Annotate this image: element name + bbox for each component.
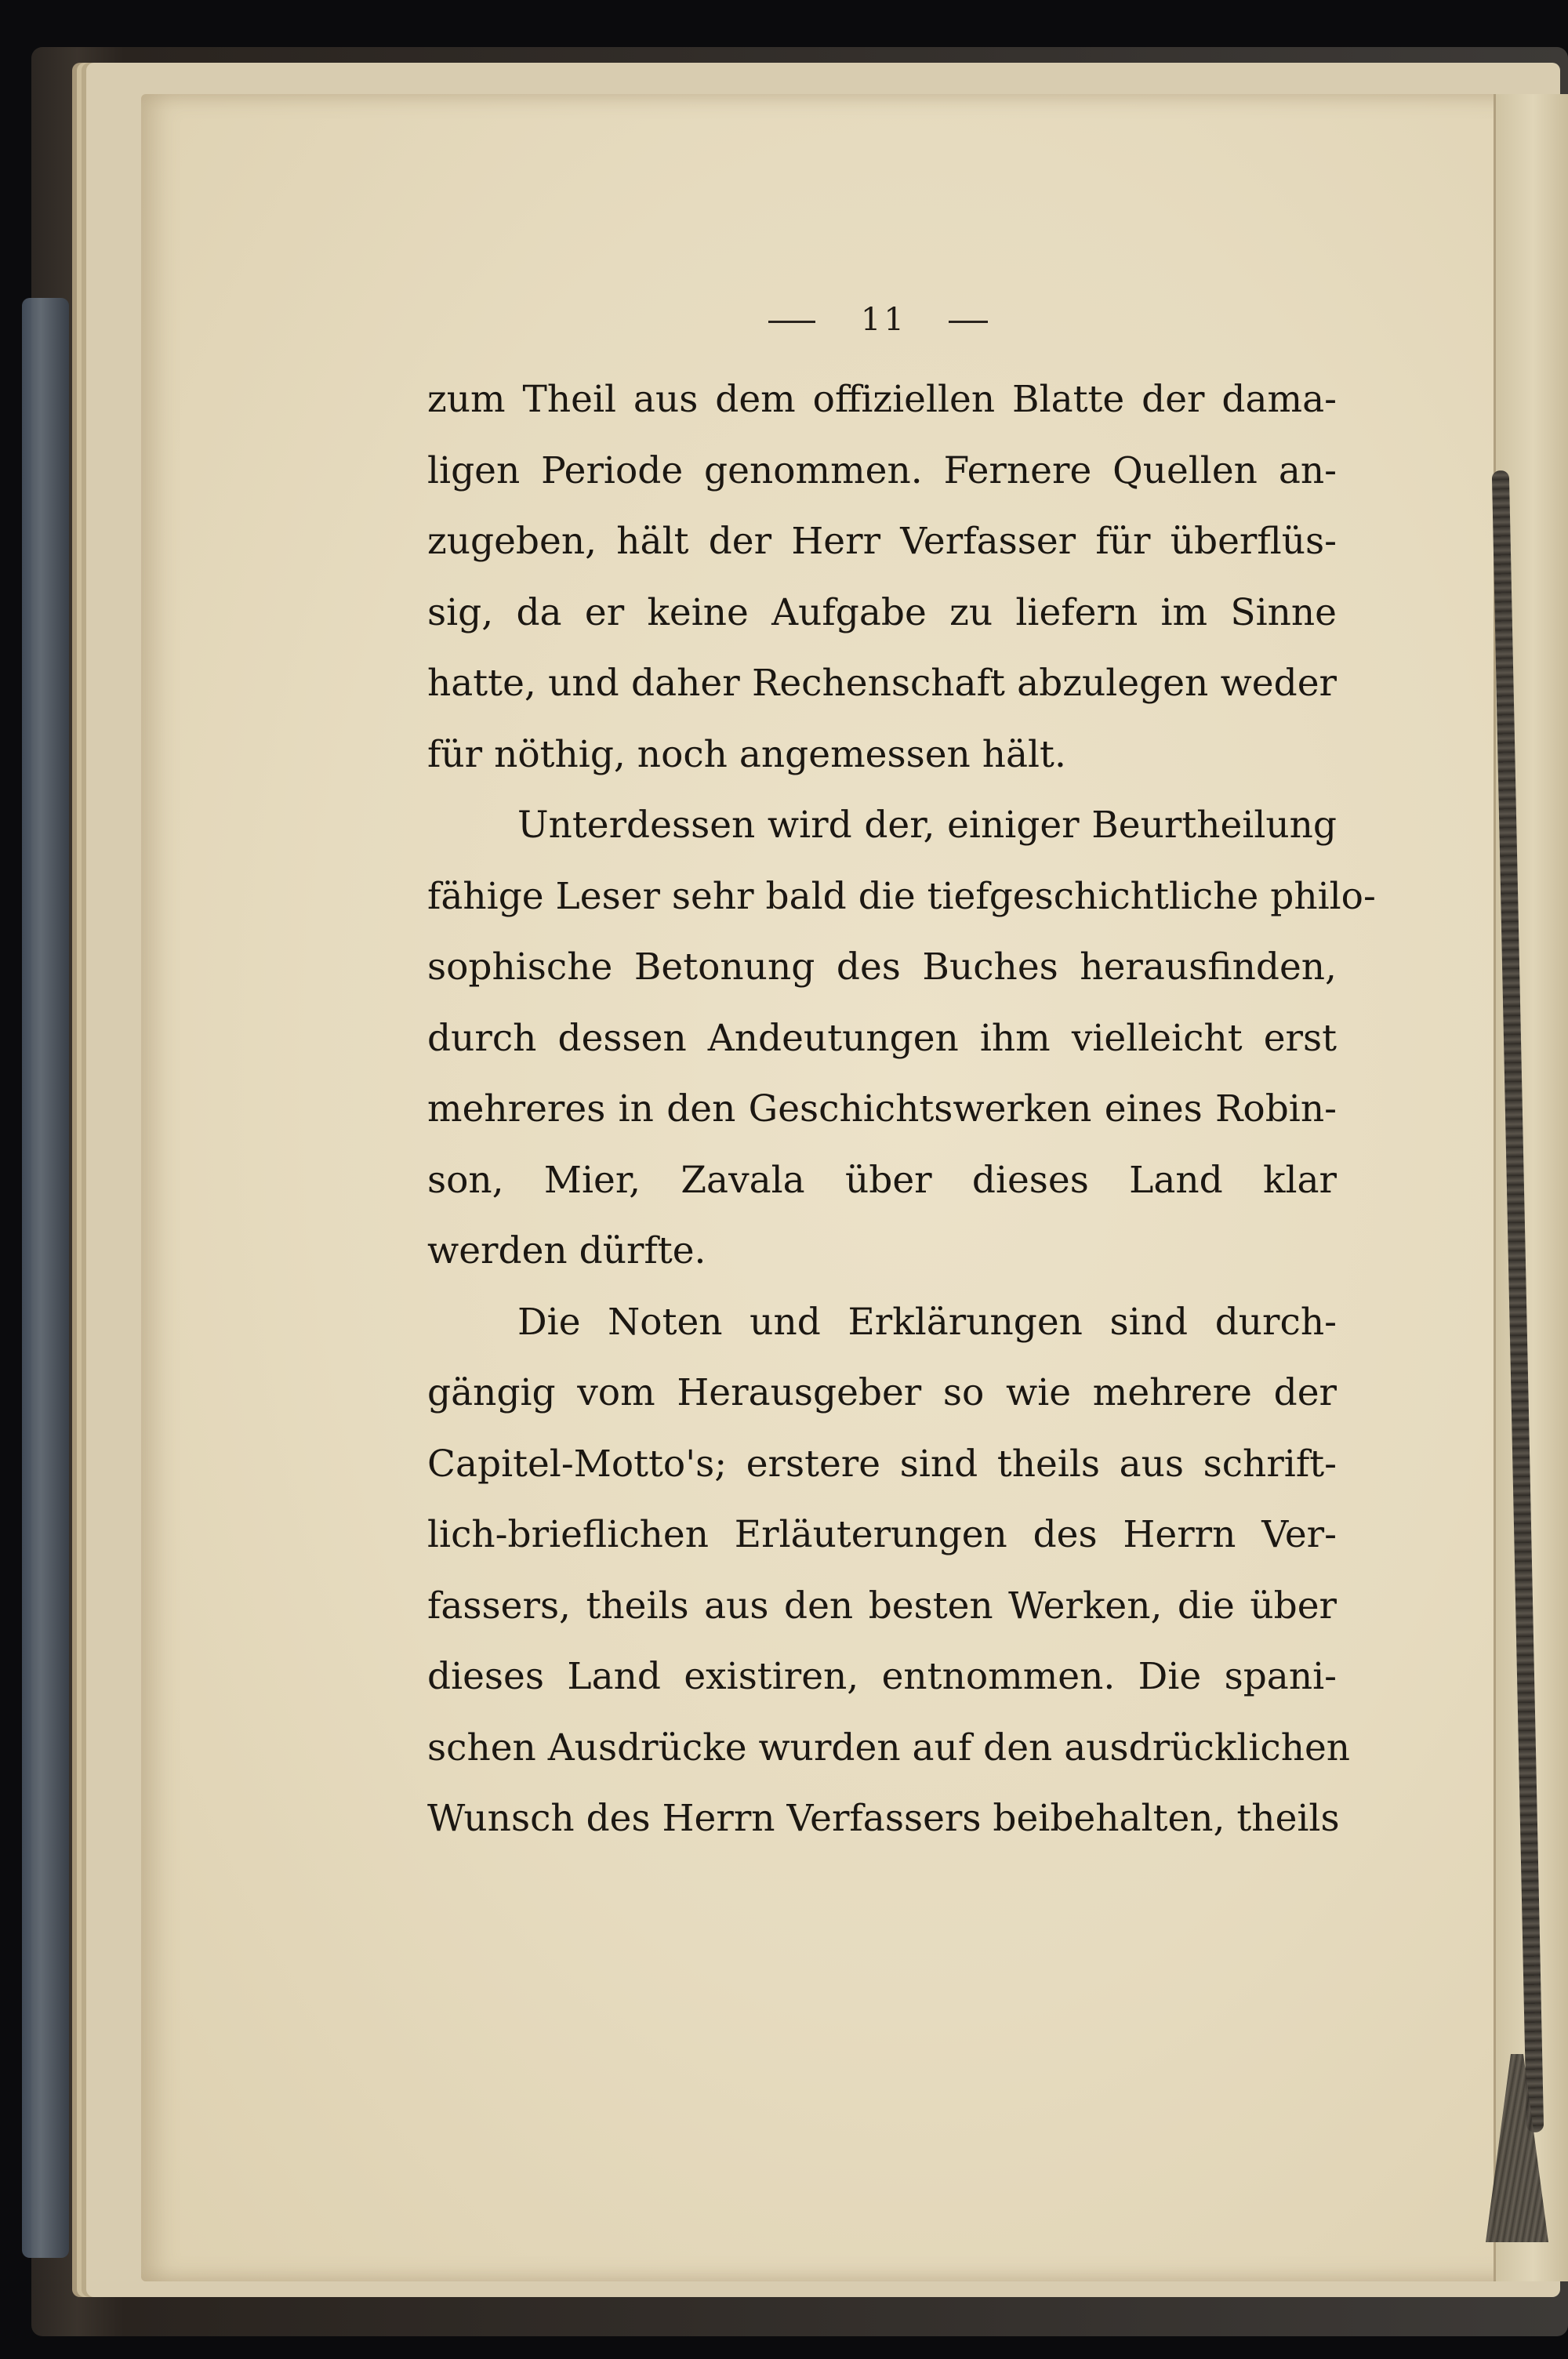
text-line: werden dürfte. bbox=[427, 1229, 706, 1272]
header-dash-left bbox=[768, 321, 815, 323]
text-line: fassers, theils aus den besten Werken, die über bbox=[427, 1584, 1337, 1628]
text-line: hatte, und daher Rechenschaft abzulegen weder bbox=[427, 662, 1337, 705]
text-line: für nöthig, noch angemessen hält. bbox=[427, 732, 1066, 776]
text-line: son, Mier, Zavala über dieses Land klar bbox=[427, 1158, 1337, 1202]
text-line: sophische Betonung des Buches herausfinden, bbox=[427, 945, 1337, 989]
text-line: schen Ausdrücke wurden auf den ausdrücklichen bbox=[427, 1726, 1351, 1769]
header-dash-right bbox=[949, 321, 988, 323]
page-header bbox=[768, 302, 1019, 341]
text-line: mehreres in den Geschichtswerken eines Robin- bbox=[427, 1087, 1337, 1131]
text-line: gängig vom Herausgeber so wie mehrere der bbox=[427, 1371, 1337, 1414]
text-line: fähige Leser sehr bald die tiefgeschichtliche philo- bbox=[427, 874, 1376, 918]
body-text bbox=[427, 365, 1376, 1855]
text-line: sig, da er keine Aufgabe zu liefern im Sinne bbox=[427, 590, 1337, 634]
text-line: zum Theil aus dem offiziellen Blatte der dama- bbox=[427, 378, 1337, 421]
text-line: Unterdessen wird der, einiger Beurtheilung bbox=[517, 804, 1337, 847]
text-line: durch dessen Andeutungen ihm vielleicht erst bbox=[427, 1016, 1337, 1060]
text-line: Capitel-Motto's; erstere sind theils aus schrift- bbox=[427, 1442, 1337, 1486]
text-line: Wunsch des Herrn Verfassers beibehalten, theils bbox=[427, 1797, 1340, 1840]
text-line: Die Noten und Erklärungen sind durch- bbox=[517, 1300, 1337, 1344]
text-line: lich-brieflichen Erläuterungen des Herrn Ver- bbox=[427, 1513, 1337, 1556]
page-number: 11 bbox=[861, 302, 907, 338]
text-line: zugeben, hält der Herr Verfasser für überflüs- bbox=[427, 520, 1337, 563]
text-line: ligen Periode genommen. Fernere Quellen an- bbox=[427, 448, 1337, 492]
text-line: dieses Land existiren, entnommen. Die spani- bbox=[427, 1655, 1337, 1698]
cover-spine-edge bbox=[22, 298, 69, 2258]
